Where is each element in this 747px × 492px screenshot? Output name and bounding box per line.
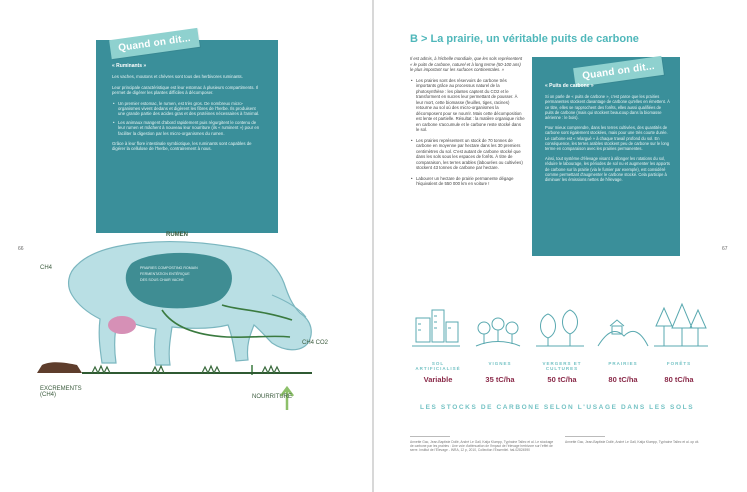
puits-p3: Ainsi, tout système d'élevage visant à allonger les rotations du sol, réduire le labourage, les périodes de sol nu et augmenter les apports de carbone sur la prairie (via le fumier par exemple), est considéré comme permettant d'augmenter le carbone stocké. Cela participe à diminuer les émissions nettes de l'élevage. xyxy=(545,156,670,183)
puits-p1: Si on parle de « puits de carbone », c'est parce que les prairies permanentes stockent davantage de carbone qu'elles en émettent. À ce titre, elles se rapprochent des forêts, elles aussi qualifiées de puits de carbone (mais qui stockent beaucoup dans la biomasse aérienne : le bois). xyxy=(545,94,670,121)
puits-heading: « Puits de carbone » xyxy=(545,83,594,89)
ruminants-p2: Leur principale caractéristique est leur estomac à plusieurs compartiments. Il permet de digérer les plantes difficiles à décomposer. xyxy=(112,84,258,96)
excrement-pile xyxy=(37,362,82,373)
land-value-vergers: 50 tC/ha xyxy=(547,375,577,384)
ruminants-heading: « Ruminants » xyxy=(112,63,147,69)
ruminants-box-text xyxy=(112,64,264,152)
ruminants-p1: Les vaches, moutons et chèvres sont tous des herbivores ruminants. xyxy=(112,74,243,80)
ruminants-bullet-2: • Les animaux mangent d'abord rapidement puis régurgitent le contenu de leur rumen et mâchent à nouveau leur nourriture (ils « ruminent ») pour en faciliter la digestion par les micro-organismes du rumen. xyxy=(118,120,264,136)
meadow-icon xyxy=(598,320,648,346)
artificial-soil-icon xyxy=(412,310,460,346)
land-label-forets: FORÊTS xyxy=(666,361,692,366)
nourriture-label: NOURRITURE xyxy=(252,394,292,400)
excrements-label: EXCREMENTS (CH4) xyxy=(40,386,82,398)
intro-paragraph: Il est admis, à l'échelle mondiale, que les sols représentent « le puits de carbone, naturel et à long terme (50-100 ans) le plus important sur les surfaces continentales. » xyxy=(410,56,523,72)
land-use-icons xyxy=(408,300,708,356)
ch4-label: CH4 xyxy=(40,265,53,271)
ch4-co2-label: CH4 CO2 xyxy=(302,340,329,346)
footnote-rule-right xyxy=(565,436,605,437)
orchard-icon xyxy=(536,310,584,346)
rumen-inner-labels: PRAIRIES COMPOSTING ROMAIN FERMENTATION ENTÉRIQUE DES SOUS CHAIR VACHE xyxy=(140,266,198,282)
book-gutter xyxy=(372,0,374,492)
page-number-right: 67 xyxy=(722,246,728,252)
quand-on-dit-badge-left: Quand on dit... xyxy=(109,28,200,59)
quand-on-dit-badge-right: Quand on dit... xyxy=(573,56,664,87)
footnote-rule-left xyxy=(410,436,450,437)
land-label-artificial: SOL ARTIFICIALISÉ xyxy=(415,361,461,371)
page-title: B > La prairie, un véritable puits de carbone xyxy=(410,33,639,45)
land-label-vignes: VIGNES xyxy=(488,361,512,366)
footnote-left: Annette Gac, Jean-Baptiste Dollé, André Le Gall, Katja Klumpp, Typhaine Tallec et al. Le stockage de carbone par les prairies : Une voie d'atténuation de l'impact de l'élevage herbivore sur l'effet de serre. Institut de l'Élevage - INRA, 12 p, 2010, Collection l'Essentiel. hal-02824590 xyxy=(410,440,554,453)
forest-icon xyxy=(654,304,708,346)
rumen-label: RUMEN xyxy=(166,232,188,238)
land-value-forets: 80 tC/ha xyxy=(664,375,694,384)
bullet-prairies-reservoirs: • Les prairies sont des réservoirs de carbone très importants grâce au processus naturel de la photosynthèse : les plantes captent du CO2 et le transforment en sucres leur permettant de pousser. À leur mort, cette biomasse (feuilles, tiges, racines) retourne au sol où des micro-organismes la décomposent pour se nourrir. Mais cette décomposition est lente et partielle. Résultat : la matière organique riche en carbone s'accumule et le carbone reste stocké dans le sol. xyxy=(416,78,525,133)
land-value-vignes: 35 tC/ha xyxy=(485,375,515,384)
puits-p2: Pour mieux comprendre, dans les terres cultivées, des quantités de carbone sont également stockées, mais pour une très courte durée. Le carbone est « relargué » à chaque travail profond du sol. En conséquence, les terres arables stockent peu de carbone sur le long terme en comparaison avec les prairies permanentes. xyxy=(545,125,670,152)
puits-box-text xyxy=(545,84,670,182)
bullet-labour-hectare: • Labourer un hectare de prairie permanente dégage l'équivalent de 550 000 km en voiture ! xyxy=(416,176,525,187)
vineyard-icon xyxy=(476,318,520,346)
page-number-left: 66 xyxy=(18,246,24,252)
bullet-carbon-stock: • Les prairies représentent un stock de 70 tonnes de carbone en moyenne par hectare dans les 30 premiers centimètres du sol. C'est autant de carbone stocké que dans les sols sous les espaces de forêts. À titre de comparaison, les terres arables (labourées ou cultivées) stockent 43 tonnes de carbone par hectare. xyxy=(416,138,525,171)
carbon-stock-caption: LES STOCKS DE CARBONE SELON L'USAGE DANS LES SOLS xyxy=(420,404,695,411)
ruminants-p3: Grâce à leur flore intestinale symbiotique, les ruminants sont capables de digérer la cellulose de l'herbe, contrairement à nous. xyxy=(112,141,252,152)
ruminants-bullet-1: • Un premier estomac, le rumen, est très gros. De nombreux micro-organismes vivent dedans et digèrent les fibres de l'herbe. Ils produisent une grande partie des acides gras et des protéines nécessaires à l'animal. xyxy=(118,101,264,117)
udder xyxy=(108,316,136,334)
left-column-text xyxy=(410,56,525,187)
land-value-artificial: Variable xyxy=(423,375,453,384)
land-label-prairies: PRAIRIES xyxy=(608,361,638,366)
land-label-vergers: VERGERS ET CULTURES xyxy=(542,361,582,371)
land-value-prairies: 80 tC/ha xyxy=(608,375,638,384)
footnote-right: Annette Gac, Jean-Baptiste Dollé, André Le Gall, Katja Klumpp, Typhaine Tallec et al. op cit. xyxy=(565,440,700,444)
